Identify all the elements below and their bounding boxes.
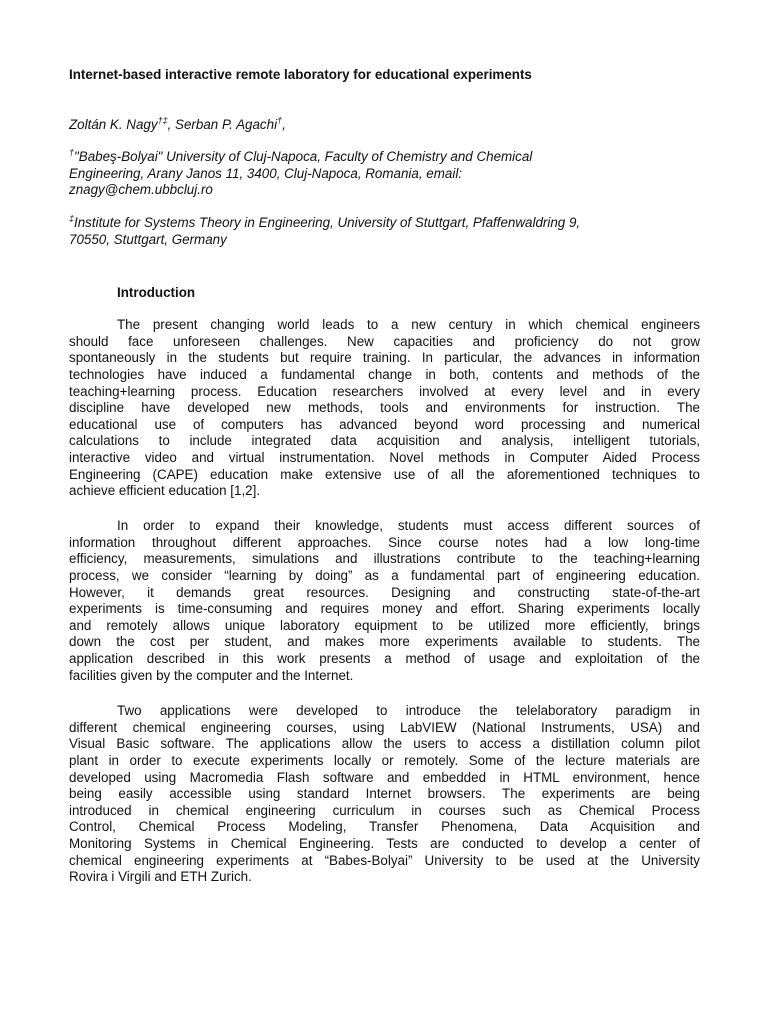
author-1-name: Zoltán K. Nagy <box>69 117 158 132</box>
paragraph-line: and remotely allows unique laboratory equipment to be utilized more efficiently, brings <box>69 617 700 633</box>
paragraph-line: plant in order to execute experiments locally or remotely. Some of the lecture materials are <box>69 752 700 768</box>
affiliation-line: Engineering, Arany Janos 11, 3400, Cluj-Napoca, Romania, email: <box>69 165 463 181</box>
paragraph-line: Rovira i Virgili and ETH Zurich. <box>69 869 252 885</box>
paragraph-line: application described in this work presents a method of usage and exploitation of the <box>69 651 700 667</box>
paragraph-line: teaching+learning process. Education researchers involved at every level and in every <box>69 383 700 399</box>
paragraph-line: facilities given by the computer and the Internet. <box>69 667 354 683</box>
affiliation-text: Institute for Systems Theory in Engineering, University of Stuttgart, Pfaffenwaldring 9, <box>74 215 581 230</box>
paragraph-line: The present changing world leads to a new century in which chemical engineers <box>117 317 700 332</box>
paragraph-line: should face unforeseen challenges. New capacities and proficiency do not grow <box>69 333 700 349</box>
paragraph-line: different chemical engineering courses, using LabVIEW (National Instruments, USA) and <box>69 719 700 735</box>
author-1-affiliation-marks: †‡ <box>157 115 168 126</box>
body-paragraph-1 <box>69 317 700 500</box>
paragraph-line: Two applications were developed to introduce the telelaboratory paradigm in <box>117 703 700 718</box>
paragraph-line: Engineering (CAPE) education make extensive use of all the aforementioned techniques to <box>69 466 700 482</box>
paragraph-line: achieve efficient education [1,2]. <box>69 483 261 499</box>
paragraph-line: However, it demands great resources. Designing and constructing state-of-the-art <box>69 584 700 600</box>
author-2-affiliation-marks: † <box>277 115 283 126</box>
author-2-name: Serban P. Agachi <box>175 117 278 132</box>
paragraph-line: being easily accessible using standard Internet browsers. The experiments are being <box>69 786 700 802</box>
paragraph-line: spontaneously in the students but require training. In particular, the advances in information <box>69 350 700 366</box>
body-paragraph-2 <box>69 518 700 684</box>
affiliation-text: "Babeş-Bolyai" University of Cluj-Napoca, Faculty of Chemistry and Chemical <box>74 149 533 164</box>
paragraph-line: process, we consider “learning by doing” as a fundamental part of engineering education. <box>69 567 700 583</box>
paragraph-line: Visual Basic software. The applications allow the users to access a distillation column pilot <box>69 736 700 752</box>
paragraph-line: Monitoring Systems in Chemical Engineering. Tests are conducted to develop a center of <box>69 836 700 852</box>
paragraph-line: down the cost per student, and makes more experiments available to students. The <box>69 634 700 650</box>
affiliation-line: 70550, Stuttgart, Germany <box>69 231 227 247</box>
affiliation-mark: ‡ <box>69 213 75 224</box>
paragraph-line: In order to expand their knowledge, students must access different sources of <box>117 518 700 533</box>
paragraph-line: developed using Macromedia Flash software and embedded in HTML environment, hence <box>69 769 700 785</box>
paragraph-line: discipline have developed new methods, tools and environments for instruction. The <box>69 400 700 416</box>
author-trailing-comma: , <box>282 117 286 132</box>
section-heading-introduction: Introduction <box>117 285 196 300</box>
affiliation-1 <box>69 149 700 199</box>
body-paragraph-3 <box>69 703 700 886</box>
author-line <box>69 116 286 133</box>
document-page <box>69 0 700 1024</box>
paragraph-line: chemical engineering experiments at “Babes-Bolyai” University to be used at the University <box>69 852 700 868</box>
paragraph-line: introduced in chemical engineering curriculum in courses such as Chemical Process <box>69 802 700 818</box>
paragraph-line: efficiency, measurements, simulations and illustrations contribute to the teaching+learning <box>69 551 700 567</box>
paragraph-line: calculations to include integrated data acquisition and analysis, intelligent tutorials, <box>69 433 700 449</box>
paragraph-line: interactive video and virtual instrumentation. Novel methods in Computer Aided Process <box>69 450 700 466</box>
paragraph-line: Control, Chemical Process Modeling, Transfer Phenomena, Data Acquisition and <box>69 819 700 835</box>
paragraph-line: experiments is time-consuming and requires money and effort. Sharing experiments locally <box>69 601 700 617</box>
affiliation-line <box>69 149 700 166</box>
affiliation-mark: † <box>69 147 75 158</box>
paragraph-line: educational use of computers has advanced beyond word processing and numerical <box>69 416 700 432</box>
paper-title: Internet-based interactive remote laboratory for educational experiments <box>69 67 532 82</box>
affiliation-line <box>69 215 700 232</box>
paragraph-line: information throughout different approaches. Since course notes had a low long-time <box>69 534 700 550</box>
paragraph-line: technologies have induced a fundamental change in both, contents and methods of the <box>69 366 700 382</box>
author-separator: , <box>167 117 176 132</box>
affiliation-email: znagy@chem.ubbcluj.ro <box>69 182 213 198</box>
affiliation-2 <box>69 215 700 248</box>
